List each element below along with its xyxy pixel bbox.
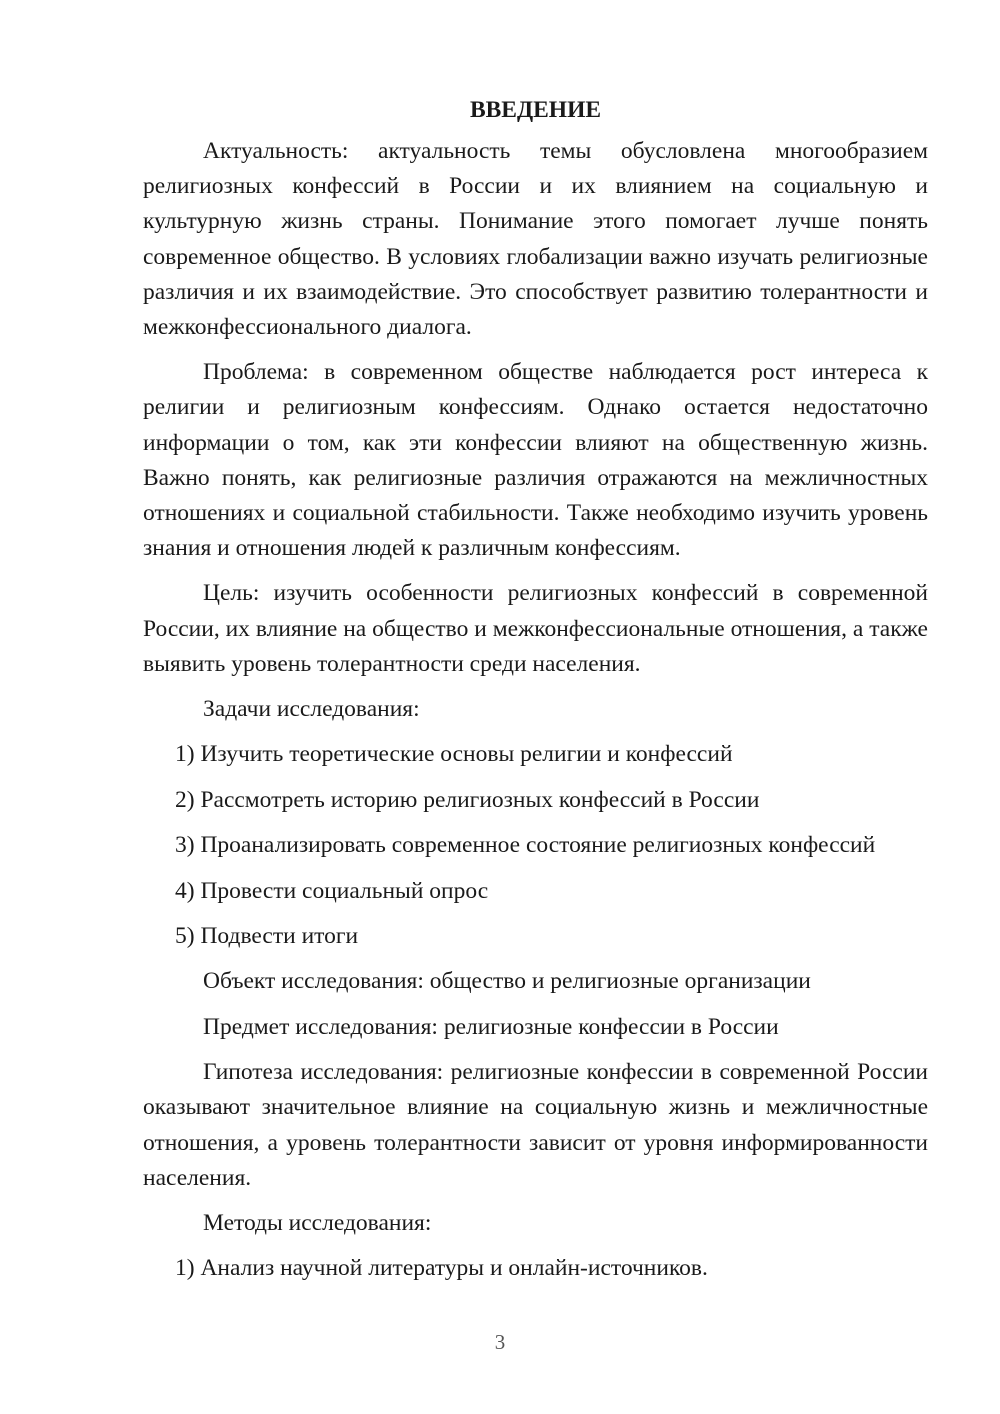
research-hypothesis: Гипотеза исследования: религиозные конфессии в современной России оказывают значительное влияние на социальную жизнь и межличностные отношения, а уровень толерантности зависит от уровня информированности населения. <box>143 1059 928 1191</box>
methods-title: Методы исследования: <box>203 1209 432 1236</box>
paragraph-actuality: Актуальность: актуальность темы обусловлена многообразием религиозных конфессий в России и их влиянием на социальную и культурную жизнь страны. Понимание этого помогает лучше понять современное общество. В условиях глобализации важно изучать религиозные различия и их взаимодействие. Это способствует развитию толерантности и межконфессионального диалога. <box>143 138 928 341</box>
page-number: 3 <box>494 1330 506 1354</box>
task-item: 1) Изучить теоретические основы религии и конфессий <box>175 741 733 768</box>
section-heading: ВВЕДЕНИЕ <box>469 97 602 123</box>
method-item: 1) Анализ научной литературы и онлайн-источников. <box>175 1255 708 1282</box>
task-item: 4) Провести социальный опрос <box>175 877 489 904</box>
document-page <box>143 92 928 1297</box>
task-item: 5) Подвести итоги <box>175 923 359 949</box>
research-subject: Предмет исследования: религиозные конфессии в России <box>203 1013 779 1040</box>
task-item: 3) Проанализировать современное состояние религиозных конфессий <box>175 832 876 859</box>
tasks-title: Задачи исследования: <box>203 696 420 723</box>
paragraph-problem: Проблема: в современном обществе наблюдается рост интереса к религии и религиозным конфессиям. Однако остается недостаточно информации о том, как эти конфессии влияют на общественную жизнь. Важно понять, как религиозные различия отражаются на межличностных отношениях и социальной стабильности. Также необходимо изучить уровень знания и отношения людей к различным конфессиям. <box>143 359 928 562</box>
paragraph-goal: Цель: изучить особенности религиозных конфессий в современной России, их влияние на общество и межконфессиональные отношения, а также выявить уровень толерантности среди населения. <box>143 580 928 677</box>
research-object: Объект исследования: общество и религиозные организации <box>203 968 811 995</box>
task-item: 2) Рассмотреть историю религиозных конфессий в России <box>175 786 760 813</box>
